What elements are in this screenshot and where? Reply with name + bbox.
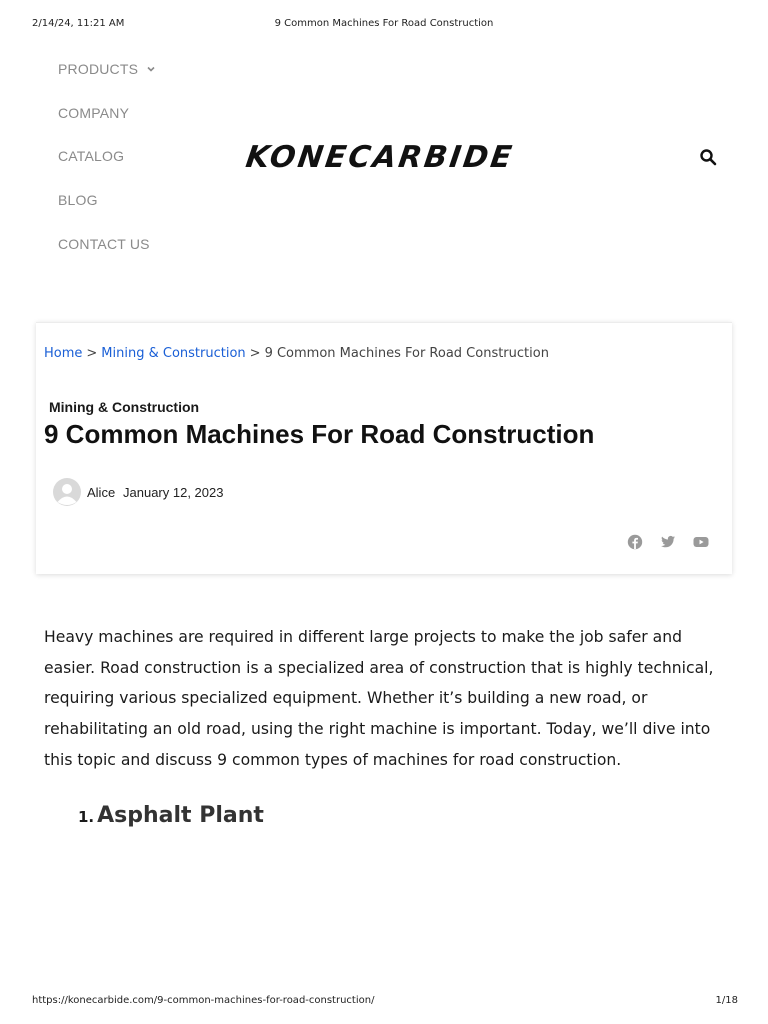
nav-item-label: COMPANY <box>58 104 130 121</box>
avatar <box>53 478 81 506</box>
post-author[interactable]: Alice <box>87 485 116 500</box>
nav-item-label: CATALOG <box>58 148 125 165</box>
print-page-number: 1/18 <box>715 995 738 1006</box>
print-header <box>0 18 768 32</box>
nav-item-label: CONTACT US <box>58 235 150 252</box>
section-heading <box>78 803 264 828</box>
search-icon[interactable] <box>699 148 717 166</box>
breadcrumb-separator: > <box>86 346 98 361</box>
youtube-icon[interactable] <box>692 533 710 551</box>
breadcrumb <box>44 346 549 361</box>
main-nav <box>58 58 218 276</box>
nav-item-company[interactable] <box>58 102 218 124</box>
page-title: 9 Common Machines For Road Construction <box>44 419 595 449</box>
twitter-icon[interactable] <box>659 533 677 551</box>
breadcrumb-separator: > <box>249 346 261 361</box>
article-intro: Heavy machines are required in different large projects to make the job safer and easier. Road construction is a specialized area of construction that is highly technical, requiring various specialized equipment. Whether it’s building a new road, or rehabilitating an old road, using the right machine is important. Today, we’ll dive into this topic and discuss 9 common types of machines for road construction. <box>44 628 714 769</box>
nav-item-catalog[interactable] <box>58 145 218 167</box>
print-footer <box>0 995 768 1009</box>
post-header-card <box>36 322 732 574</box>
breadcrumb-current: 9 Common Machines For Road Construction <box>264 346 549 361</box>
nav-item-label: PRODUCTS <box>58 61 139 77</box>
nav-item-contact-us[interactable] <box>58 233 218 255</box>
section-number: 1. <box>78 808 95 826</box>
social-share <box>626 533 710 551</box>
chevron-down-icon <box>146 64 156 74</box>
post-category[interactable]: Mining & Construction <box>49 399 200 415</box>
nav-item-blog[interactable] <box>58 189 218 211</box>
facebook-icon[interactable] <box>626 533 644 551</box>
print-datetime: 2/14/24, 11:21 AM <box>32 18 125 29</box>
site-logo[interactable]: KONECARBIDE <box>243 140 517 175</box>
section-title: Asphalt Plant <box>97 803 264 828</box>
breadcrumb-category-link[interactable]: Mining & Construction <box>101 346 246 361</box>
nav-item-label: BLOG <box>58 192 98 209</box>
post-date: January 12, 2023 <box>123 485 224 500</box>
nav-item-products[interactable] <box>58 58 218 80</box>
print-url: https://konecarbide.com/9-common-machines-for-road-construction/ <box>32 995 375 1006</box>
print-page-title: 9 Common Machines For Road Construction <box>274 18 494 29</box>
breadcrumb-home-link[interactable]: Home <box>44 346 83 361</box>
